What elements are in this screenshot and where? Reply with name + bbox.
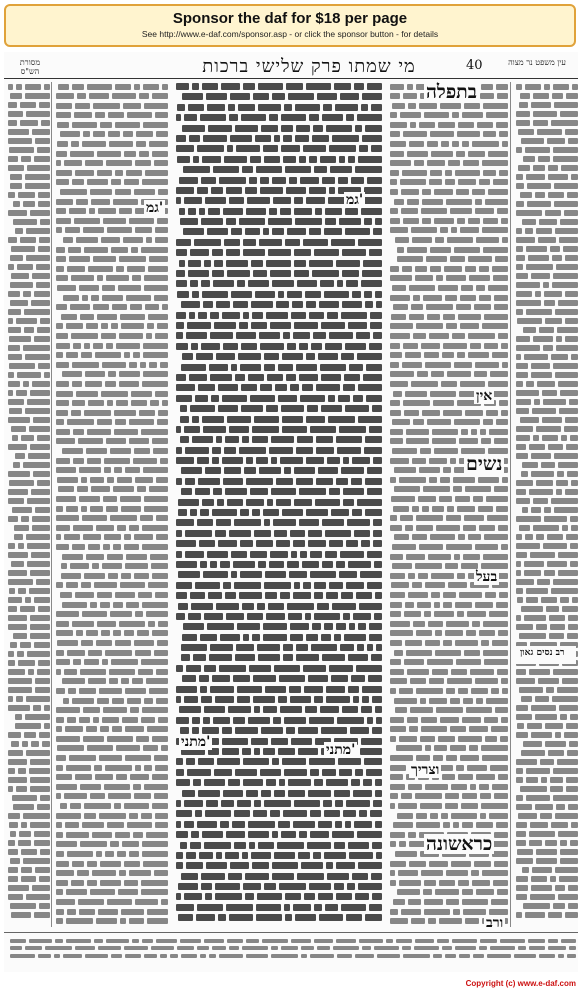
rashi-heading: וצריך	[411, 762, 440, 778]
rashi-heading: בתפלה	[426, 81, 477, 103]
copyright-notice[interactable]: Copyright (c) www.e-daf.com	[465, 979, 576, 988]
rashi-heading: נשים	[466, 453, 503, 475]
rashi-heading: ורב	[486, 915, 504, 931]
gemara-heading: גמ'	[346, 192, 364, 208]
page-header	[4, 56, 578, 78]
rashi-heading: כראשונה	[426, 833, 493, 855]
rashi-heading: בעל	[476, 569, 498, 585]
column-divider	[510, 82, 511, 927]
column-divider	[51, 82, 52, 927]
right-margin-notes	[512, 82, 578, 927]
sponsor-banner[interactable]	[4, 4, 576, 47]
header-left-label: מסורת הש"ס	[19, 58, 41, 76]
sponsor-title[interactable]: Sponsor the daf for $18 per page	[172, 10, 408, 27]
rashi-column	[386, 82, 508, 927]
sponsor-subtitle: See http://www.e-daf.com/sponsor.asp - or click the sponsor button - for details	[141, 29, 439, 39]
mishnah-heading: מתני'	[326, 742, 356, 758]
talmud-page	[4, 52, 578, 972]
footnotes	[4, 932, 578, 971]
margin-heading: רב נסים גאון	[520, 648, 565, 658]
header-right-label: עין משפט נר מצוה	[508, 58, 566, 67]
tosafot-heading: גמ'	[146, 200, 164, 216]
gemara-main-text	[172, 82, 382, 927]
rashi-heading: אין	[476, 388, 493, 404]
page-title: מי שמתו פרק שלישי ברכות	[202, 56, 416, 77]
header-rule	[4, 78, 578, 79]
mishnah-heading: מתני'	[181, 734, 211, 750]
left-margin-notes	[4, 82, 50, 927]
page-number: 40	[466, 58, 483, 73]
